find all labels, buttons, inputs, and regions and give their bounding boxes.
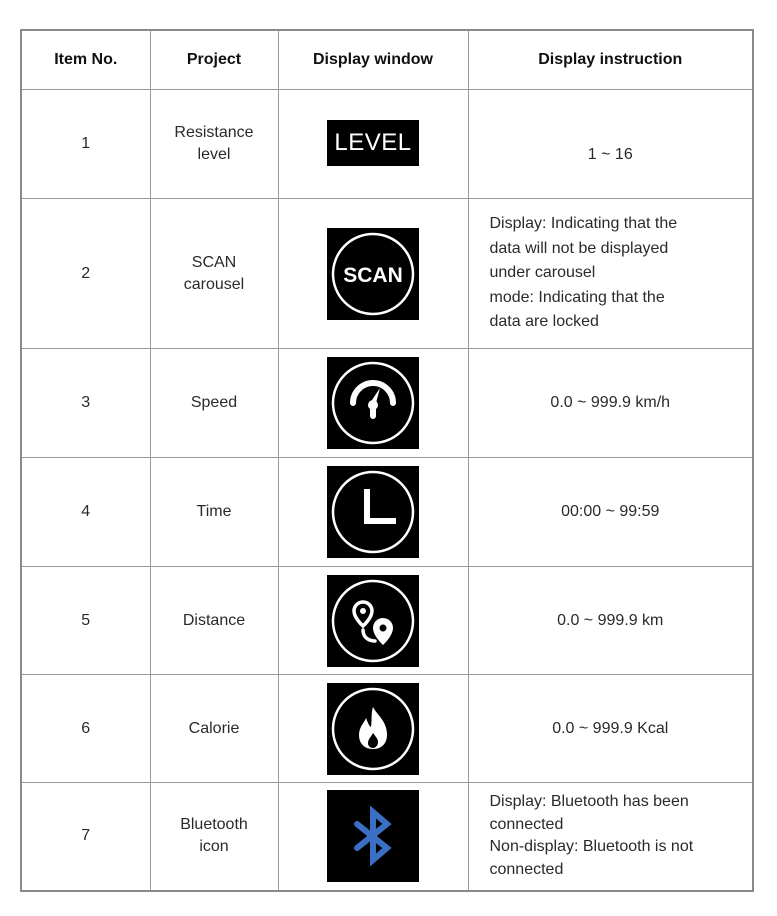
item-number: 7	[21, 783, 150, 891]
header-item-no: Item No.	[21, 30, 150, 90]
project-cell	[150, 675, 278, 783]
clock-icon	[327, 466, 419, 558]
project-cell	[150, 783, 278, 891]
item-number: 3	[21, 349, 150, 458]
project-name-line1: SCAN	[191, 253, 237, 271]
display-instruction: Display: Bluetooth has been connected Non-display: Bluetooth is not connected	[468, 783, 753, 891]
project-name-line2: carousel	[183, 275, 245, 293]
table-row	[21, 783, 753, 891]
header-display-window: Display window	[278, 30, 468, 90]
bluetooth-icon	[327, 790, 419, 882]
flame-icon	[327, 683, 419, 775]
header-project: Project	[150, 30, 278, 90]
project-cell	[150, 458, 278, 567]
item-number: 6	[21, 675, 150, 783]
table-row	[21, 675, 753, 783]
level-icon: LEVEL	[327, 120, 419, 166]
project-cell	[150, 349, 278, 458]
item-number: 1	[21, 90, 150, 199]
project-name-line1: Resistance	[174, 124, 254, 141]
item-number: 4	[21, 458, 150, 567]
project-cell	[150, 567, 278, 675]
spec-table	[20, 29, 754, 892]
display-instruction: 0.0 ~ 999.9 Kcal	[468, 675, 753, 783]
display-window-cell	[278, 199, 468, 349]
project-name-line1: Time	[196, 503, 232, 520]
project-cell	[150, 90, 278, 199]
svg-text:SCAN: SCAN	[343, 263, 403, 287]
table-row	[21, 90, 753, 199]
display-window-cell	[278, 458, 468, 567]
project-name-line1: Distance	[182, 611, 246, 629]
display-window-cell	[278, 783, 468, 891]
display-instruction: Display: Indicating that the data will not be displayed under carousel mode: Indicating that the data are locked	[468, 199, 753, 349]
display-instruction: 1 ~ 16	[468, 90, 753, 199]
table-row	[21, 567, 753, 675]
project-name-line2: level	[197, 146, 231, 163]
project-name-line2: icon	[199, 838, 229, 856]
table-row	[21, 458, 753, 567]
display-window-cell	[278, 349, 468, 458]
table-row	[21, 349, 753, 458]
display-instruction: 0.0 ~ 999.9 km/h	[468, 349, 753, 458]
project-name-line1: Speed	[190, 394, 238, 411]
display-instruction: 0.0 ~ 999.9 km	[468, 567, 753, 675]
project-cell	[150, 199, 278, 349]
item-number: 2	[21, 199, 150, 349]
table-row	[21, 199, 753, 349]
display-instruction: 00:00 ~ 99:59	[468, 458, 753, 567]
display-window-cell	[278, 90, 468, 199]
scan-icon	[327, 228, 419, 320]
display-window-cell	[278, 567, 468, 675]
speedometer-icon	[327, 357, 419, 449]
project-name-line1: Calorie	[188, 719, 240, 737]
project-name-line1: Bluetooth	[180, 816, 248, 834]
display-window-cell	[278, 675, 468, 783]
map-pins-icon	[327, 575, 419, 667]
header-display-instruction: Display instruction	[468, 30, 753, 90]
item-number: 5	[21, 567, 150, 675]
header-row	[21, 30, 753, 90]
